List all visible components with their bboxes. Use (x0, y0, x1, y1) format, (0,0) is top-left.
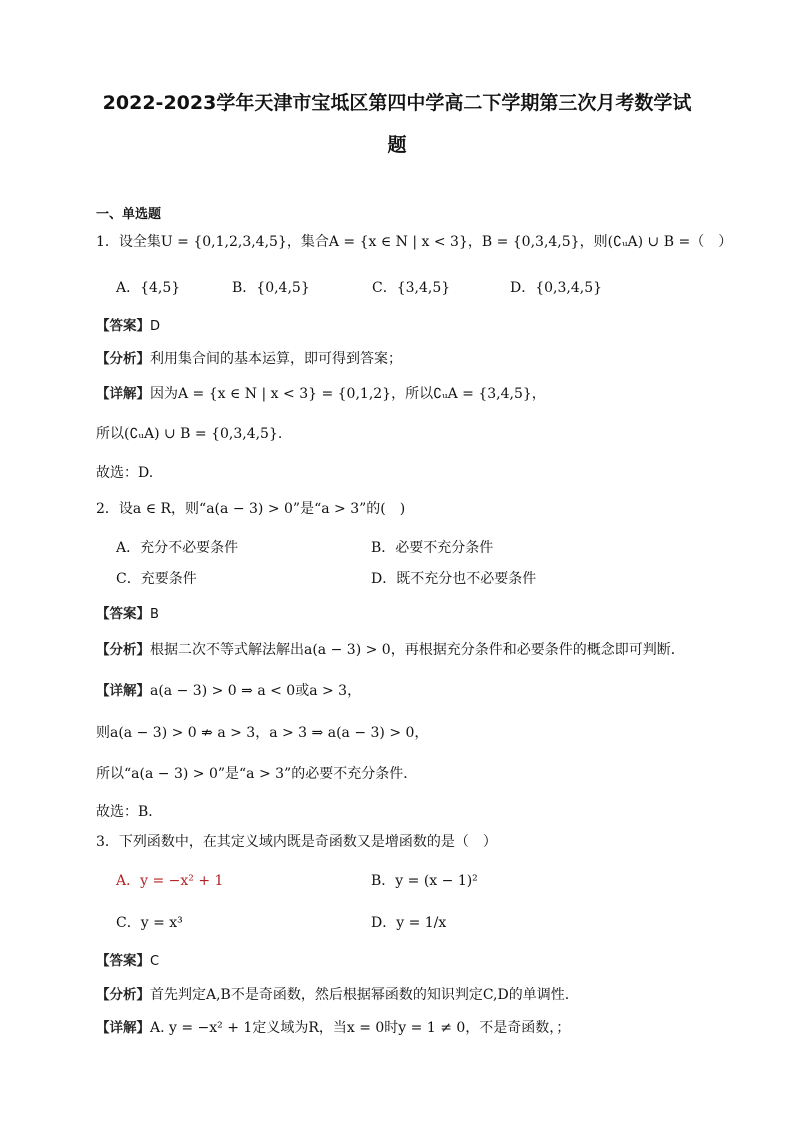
q1-analysis: 利用集合间的基本运算，即可得到答案； (150, 351, 402, 367)
q2-option-c: C．充要条件 (116, 571, 197, 587)
q2-analysis-tag: 【分析】 (96, 642, 150, 658)
document-title-line1: 2022-2023学年天津市宝坻区第四中学高二下学期第三次月考数学试 (102, 92, 692, 114)
q3-option-a-text: A．y = −x² + 1 (116, 873, 224, 889)
q2-answer: B (150, 607, 159, 622)
q3-option-d: D．y = 1/x (371, 915, 447, 931)
q3-analysis-tag: 【分析】 (96, 987, 150, 1003)
q1-detail-2: 所以(∁ᵤA) ∪ B = {0,3,4,5}. (96, 426, 283, 442)
q2-detail: a(a − 3) > 0 ⇒ a < 0或a > 3， (150, 683, 362, 699)
q3-option-c: C．y = x³ (116, 915, 183, 931)
q1-answer-line (96, 316, 160, 337)
q3-option-b: B．y = (x − 1)² (371, 873, 478, 889)
q1-option-b: B．{0,4,5} (232, 280, 310, 296)
q1-conclusion: 故选：D. (96, 465, 154, 481)
q3-detail: A. y = −x² + 1定义域为R，当x = 0时y = 1 ≠ 0，不是奇函数，； (150, 1020, 571, 1036)
q3-option-a (116, 871, 223, 891)
q3-answer: C (150, 954, 160, 969)
section-heading: 一、单选题 (96, 207, 162, 222)
q3-answer-tag: 【答案】 (96, 953, 150, 969)
q2-option-a: A．充分不必要条件 (116, 540, 239, 556)
q3-answer-line (96, 951, 159, 972)
q1-stem: 1．设全集U = {0,1,2,3,4,5}，集合A = {x ∈ N | x < 3}，B = {0,3,4,5}，则(∁ᵤA) ∪ B =（ ） (96, 234, 733, 250)
q1-analysis-tag: 【分析】 (96, 351, 150, 367)
q3-stem: 3．下列函数中，在其定义域内既是奇函数又是增函数的是（ ） (96, 834, 497, 850)
q2-option-d: D．既不充分也不必要条件 (371, 571, 537, 587)
q2-answer-tag: 【答案】 (96, 606, 150, 622)
q3-analysis-line (96, 985, 569, 1005)
q2-detail-tag: 【详解】 (96, 683, 150, 699)
q3-detail-tag: 【详解】 (96, 1020, 150, 1036)
q1-option-a: A．{4,5} (116, 280, 181, 296)
q1-answer-tag: 【答案】 (96, 318, 150, 334)
q2-stem: 2．设a ∈ R，则“a(a − 3) > 0”是“a > 3”的( ) (96, 501, 406, 517)
q2-detail-3: 所以“a(a − 3) > 0”是“a > 3”的必要不充分条件． (96, 766, 418, 782)
q2-answer-line (96, 604, 159, 625)
q2-analysis-line (96, 640, 685, 660)
q2-conclusion: 故选：B． (96, 804, 163, 820)
q1-analysis-line (96, 349, 402, 369)
document-title-line2: 题 (387, 134, 407, 156)
q1-detail-line (96, 384, 546, 404)
q2-detail-line (96, 681, 361, 701)
q2-analysis: 根据二次不等式解法解出a(a − 3) > 0，再根据充分条件和必要条件的概念即可判断． (150, 642, 685, 658)
q1-detail-tag: 【详解】 (96, 386, 150, 402)
q1-detail: 因为A = {x ∈ N | x < 3} = {0,1,2}，所以∁ᵤA = {3,4,5}， (150, 386, 546, 402)
q3-analysis: 首先判定A,B不是奇函数，然后根据幂函数的知识判定C,D的单调性. (150, 987, 570, 1003)
q1-answer: D (150, 319, 161, 334)
q1-option-d: D．{0,3,4,5} (510, 280, 603, 296)
q2-option-b: B．必要不充分条件 (371, 540, 494, 556)
q3-detail-line (96, 1018, 570, 1038)
q2-detail-2: 则a(a − 3) > 0 ⇏ a > 3，a > 3 ⇒ a(a − 3) > 0， (96, 725, 429, 741)
q1-option-c: C．{3,4,5} (372, 280, 451, 296)
